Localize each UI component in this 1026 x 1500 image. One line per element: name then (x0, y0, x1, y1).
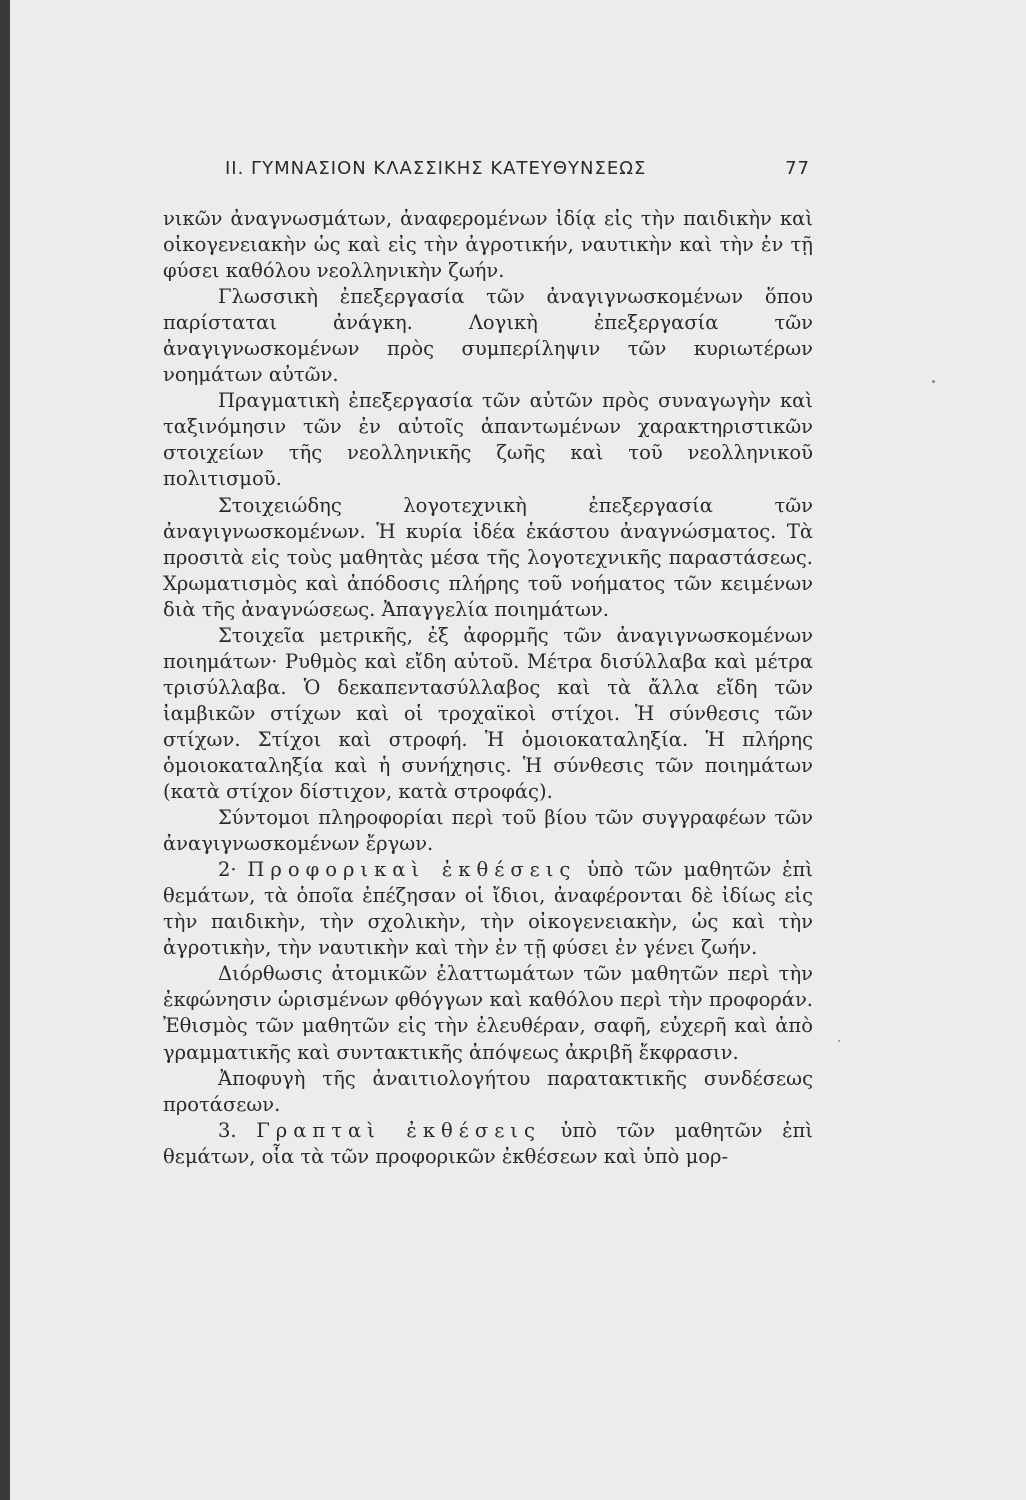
page-edge-shadow (0, 0, 10, 1500)
section-heading: Γραπταὶ ἐκθέσεις (256, 1118, 541, 1142)
paragraph-continuation: νικῶν ἀναγνωσμάτων, ἀναφερομένων ἰδίᾳ εἰς τὴν παιδικὴν καὶ οἰκογενειακὴν ὡς καὶ εἰς τὴν ἀγροτικήν, ναυτικὴν καὶ τὴν ἐν τῇ φύσει καθόλου νεολληνικὴν ζωήν. (163, 207, 813, 283)
paragraph: Στοιχεῖα μετρικῆς, ἐξ ἀφορμῆς τῶν ἀναγιγνωσκομένων ποιημάτων· Ρυθμὸς καὶ εἴδη αὐτοῦ. Μέτρα δισύλλαβα καὶ μέτρα τρισύλλαβα. Ὁ δεκαπεντασύλλαβος καὶ τὰ ἄλλα εἴδη τῶν ἰαμβικῶν στίχων καὶ οἱ τροχαϊκοὶ στίχοι. Ἡ σύνθεσις τῶν στίχων. Στίχοι καὶ στροφή. Ἡ ὁμοιοκαταληξία. Ἡ πλήρης ὁμοιοκαταληξία καὶ ἡ συνήχησις. Ἡ σύνθεσις τῶν ποιημάτων (κατὰ στίχον δίστιχον, κατὰ στροφάς). (163, 623, 813, 804)
paper-speck (932, 380, 935, 383)
paragraph: Στοιχειώδης λογοτεχνικὴ ἐπεξεργασία τῶν ἀναγιγνωσκομένων. Ἡ κυρία ἰδέα ἑκάστου ἀναγνώσματος. Τὰ προσιτὰ εἰς τοὺς μαθητὰς μέσα τῆς λογοτεχνικῆς παραστάσεως. Χρωματισμὸς καὶ ἀπόδοσις πλήρης τοῦ νοήματος τῶν κειμένων διὰ τῆς ἀναγνώσεως. Ἀπαγγελία ποιημάτων. (163, 493, 813, 621)
running-head (225, 158, 810, 188)
paragraph: Ἀποφυγὴ τῆς ἀναιτιολογήτου παρατακτικῆς συνδέσεως προτάσεων. (163, 1066, 813, 1116)
section-heading: Προφορικαὶ ἐκθέσεις (247, 858, 577, 882)
body-text (163, 206, 813, 1170)
running-head-title: ΙΙ. ΓΥΜΝΑΣΙΟΝ ΚΛΑΣΣΙΚΗΣ ΚΑΤΕΥΘΥΝΣΕΩΣ (225, 158, 647, 179)
paragraph-section-3: 3. Γραπταὶ ἐκθέσεις ὑπὸ τῶν μαθητῶν ἐπὶ θεμάτων, οἷα τὰ τῶν προφορικῶν ἐκθέσεων καὶ ὑπὸ μορ- (163, 1118, 813, 1168)
paper-speck (838, 1040, 840, 1042)
paragraph: Διόρθωσις ἀτομικῶν ἐλαττωμάτων τῶν μαθητῶν περὶ τὴν ἐκφώνησιν ὡρισμένων φθόγγων καὶ καθόλου περὶ τὴν προφοράν. Ἐθισμὸς τῶν μαθητῶν εἰς τὴν ἐλευθέραν, σαφῆ, εὐχερῆ καὶ ἀπὸ γραμματικῆς καὶ συντακτικῆς ἀπόψεως ἀκριβῆ ἔκφρασιν. (163, 962, 813, 1064)
paragraph-section-2: 2· Προφορικαὶ ἐκθέσεις ὑπὸ τῶν μαθητῶν ἐπὶ θεμάτων, τὰ ὁποῖα ἐπέζησαν οἱ ἴδιοι, ἀναφέρονται δὲ ἰδίως εἰς τὴν παιδικὴν, τὴν σχολικὴν, τὴν οἰκογενειακὴν, ὡς καὶ τὴν ἀγροτικὴν, τὴν ναυτικὴν καὶ τὴν ἐν τῇ φύσει ἐν γένει ζωήν. (163, 858, 814, 960)
page-number: 77 (785, 158, 810, 179)
paragraph: Γλωσσικὴ ἐπεξεργασία τῶν ἀναγιγνωσκομένων ὅπου παρίσταται ἀνάγκη. Λογικὴ ἐπεξεργασία τῶν ἀναγιγνωσκομένων πρὸς συμπερίληψιν τῶν κυριωτέρων νοημάτων αὐτῶν. (163, 285, 813, 387)
paragraph: Πραγματικὴ ἐπεξεργασία τῶν αὐτῶν πρὸς συναγωγὴν καὶ ταξινόμησιν τῶν ἐν αὐτοῖς ἀπαντωμένων χαρακτηριστικῶν στοιχείων τῆς νεολληνικῆς ζωῆς καὶ τοῦ νεολληνικοῦ πολιτισμοῦ. (163, 389, 813, 491)
paragraph: Σύντομοι πληροφορίαι περὶ τοῦ βίου τῶν συγγραφέων τῶν ἀναγιγνωσκομένων ἔργων. (163, 806, 813, 856)
